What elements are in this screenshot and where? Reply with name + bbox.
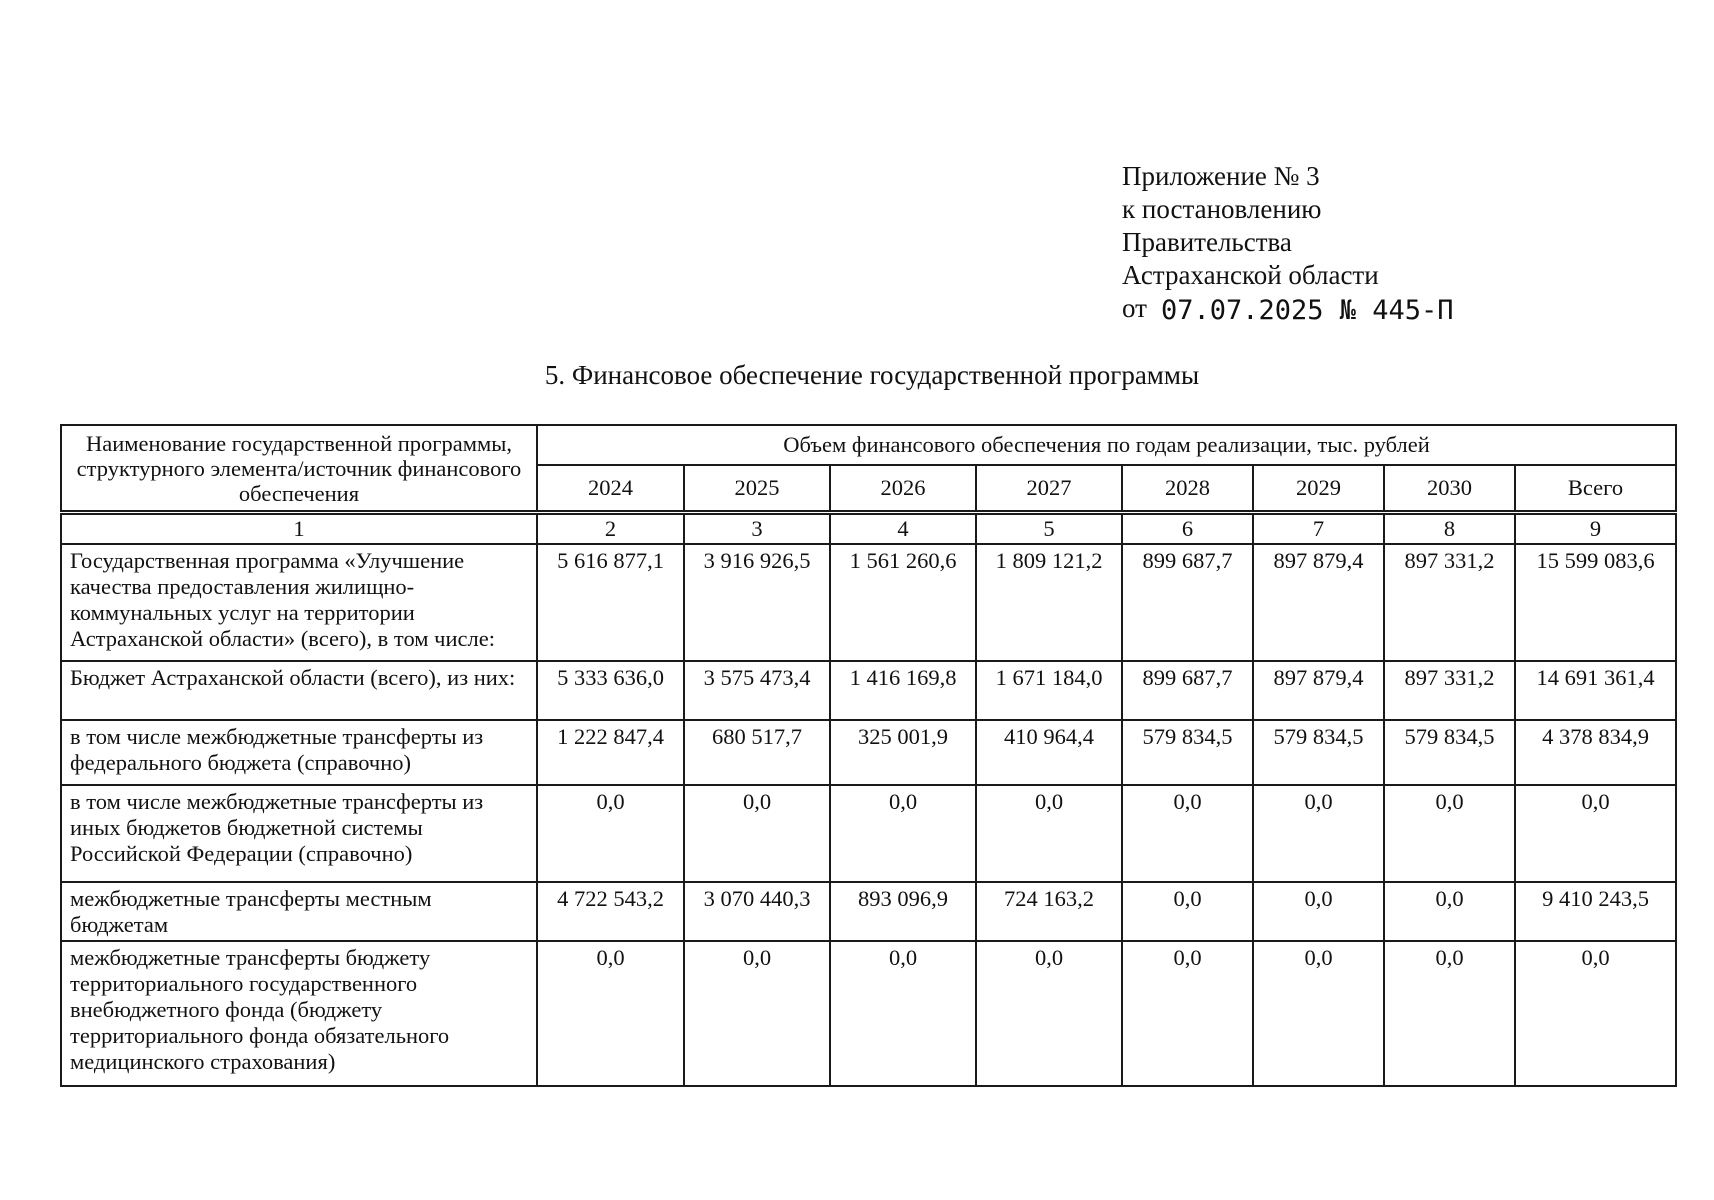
cell-value: 680 517,7 (684, 720, 830, 785)
cell-value: 3 916 926,5 (684, 544, 830, 661)
table-row (61, 941, 1676, 1086)
cell-total: 0,0 (1515, 785, 1676, 882)
column-number: 3 (684, 513, 830, 545)
column-number-row (61, 513, 1676, 545)
column-number: 9 (1515, 513, 1676, 545)
cell-value: 0,0 (1122, 785, 1253, 882)
cell-total: 15 599 083,6 (1515, 544, 1676, 661)
year-header: 2029 (1253, 465, 1384, 513)
column-number: 4 (830, 513, 976, 545)
column-number: 1 (61, 513, 537, 545)
cell-value: 897 331,2 (1384, 661, 1515, 720)
cell-value: 1 809 121,2 (976, 544, 1122, 661)
row-name: межбюджетные трансферты местным бюджетам (61, 882, 537, 941)
cell-value: 899 687,7 (1122, 544, 1253, 661)
column-number: 5 (976, 513, 1122, 545)
cell-value: 0,0 (537, 941, 684, 1086)
appendix-date-line (1122, 292, 1454, 325)
cell-value: 897 879,4 (1253, 661, 1384, 720)
header-row-1 (61, 425, 1676, 465)
table-row (61, 882, 1676, 941)
column-number: 2 (537, 513, 684, 545)
row-name: в том числе межбюджетные трансферты из иных бюджетов бюджетной системы Российской Федерации (справочно) (61, 785, 537, 882)
appendix-line: к постановлению (1122, 194, 1322, 224)
cell-value: 0,0 (830, 785, 976, 882)
cell-value: 724 163,2 (976, 882, 1122, 941)
year-header: 2030 (1384, 465, 1515, 513)
cell-value: 1 561 260,6 (830, 544, 976, 661)
cell-value: 0,0 (1384, 882, 1515, 941)
financing-table (60, 424, 1677, 1087)
cell-value: 410 964,4 (976, 720, 1122, 785)
appendix-line: Правительства (1122, 227, 1292, 257)
cell-value: 579 834,5 (1122, 720, 1253, 785)
cell-value: 0,0 (976, 941, 1122, 1086)
column-number: 8 (1384, 513, 1515, 545)
date-prefix: от (1122, 293, 1147, 323)
row-name: Государственная программа «Улучшение качества предоставления жилищно-коммунальных услуг на территории Астраханской области» (всего), в том числе: (61, 544, 537, 661)
table-row (61, 661, 1676, 720)
cell-total: 9 410 243,5 (1515, 882, 1676, 941)
cell-value: 325 001,9 (830, 720, 976, 785)
cell-value: 0,0 (1253, 785, 1384, 882)
table-row (61, 544, 1676, 661)
cell-value: 0,0 (976, 785, 1122, 882)
cell-total: 14 691 361,4 (1515, 661, 1676, 720)
cell-value: 0,0 (1122, 941, 1253, 1086)
table-row (61, 720, 1676, 785)
year-header: 2025 (684, 465, 830, 513)
column-number: 6 (1122, 513, 1253, 545)
cell-value: 5 333 636,0 (537, 661, 684, 720)
cell-value: 3 575 473,4 (684, 661, 830, 720)
cell-value: 1 416 169,8 (830, 661, 976, 720)
cell-value: 0,0 (1253, 941, 1384, 1086)
cell-total: 4 378 834,9 (1515, 720, 1676, 785)
appendix-line: Приложение № 3 (1122, 161, 1320, 191)
cell-value: 3 070 440,3 (684, 882, 830, 941)
cell-value: 579 834,5 (1253, 720, 1384, 785)
cell-value: 0,0 (537, 785, 684, 882)
appendix-block (1122, 160, 1454, 325)
registration-stamp: 07.07.2025 № 445-П (1160, 295, 1454, 326)
cell-value: 899 687,7 (1122, 661, 1253, 720)
cell-value: 897 879,4 (1253, 544, 1384, 661)
year-header: 2026 (830, 465, 976, 513)
cell-value: 893 096,9 (830, 882, 976, 941)
cell-value: 0,0 (1384, 941, 1515, 1086)
cell-value: 0,0 (1384, 785, 1515, 882)
cell-value: 4 722 543,2 (537, 882, 684, 941)
cell-value: 579 834,5 (1384, 720, 1515, 785)
year-header: 2027 (976, 465, 1122, 513)
cell-value: 5 616 877,1 (537, 544, 684, 661)
cell-value: 1 671 184,0 (976, 661, 1122, 720)
year-header: 2028 (1122, 465, 1253, 513)
row-name: межбюджетные трансферты бюджету территориального государственного внебюджетного фонда (бюджету территориального фонда обязательного медицинского страхования) (61, 941, 537, 1086)
cell-value: 0,0 (684, 785, 830, 882)
row-name: Бюджет Астраханской области (всего), из них: (61, 661, 537, 720)
column-number: 7 (1253, 513, 1384, 545)
table-row (61, 785, 1676, 882)
total-header: Всего (1515, 465, 1676, 513)
cell-value: 1 222 847,4 (537, 720, 684, 785)
cell-value: 0,0 (1122, 882, 1253, 941)
appendix-line: Астраханской области (1122, 260, 1379, 290)
section-title: 5. Финансовое обеспечение государственной программы (544, 360, 1200, 390)
name-column-header: Наименование государственной программы, структурного элемента/источник финансового обеспечения (61, 425, 537, 513)
cell-value: 0,0 (1253, 882, 1384, 941)
cell-value: 0,0 (830, 941, 976, 1086)
cell-total: 0,0 (1515, 941, 1676, 1086)
year-header: 2024 (537, 465, 684, 513)
funding-volume-header: Объем финансового обеспечения по годам реализации, тыс. рублей (537, 425, 1676, 465)
row-name: в том числе межбюджетные трансферты из федерального бюджета (справочно) (61, 720, 537, 785)
cell-value: 897 331,2 (1384, 544, 1515, 661)
cell-value: 0,0 (684, 941, 830, 1086)
